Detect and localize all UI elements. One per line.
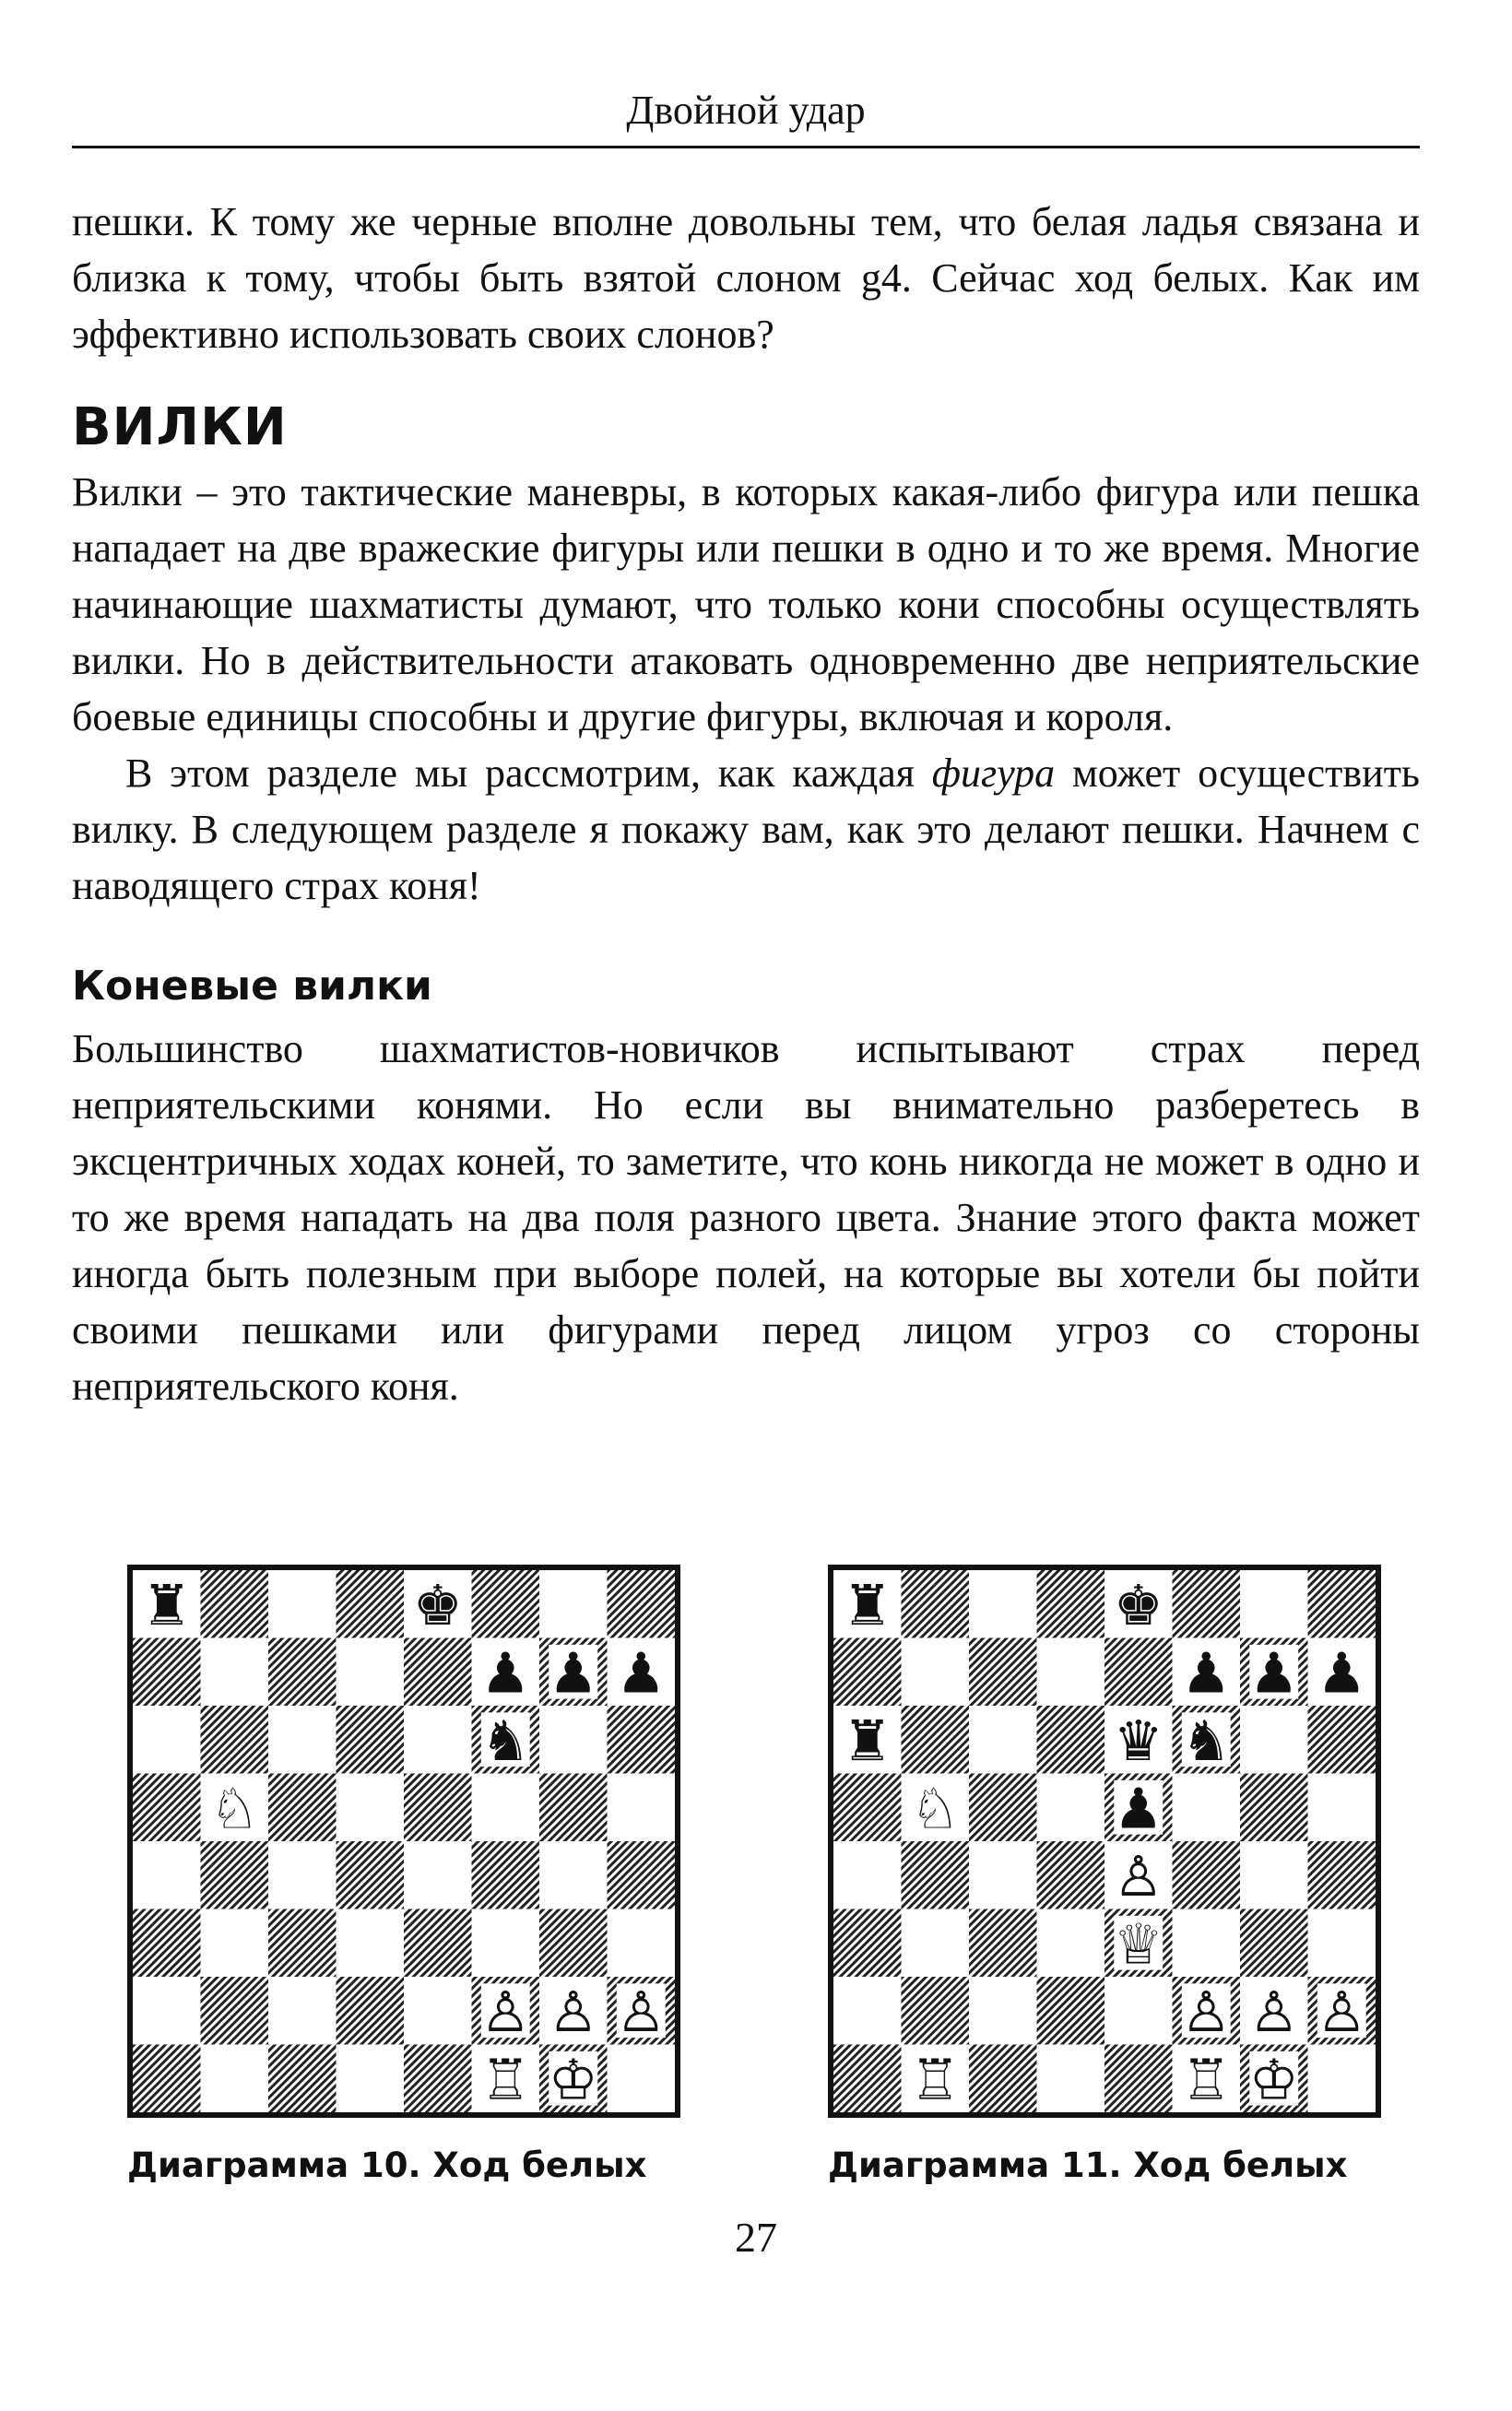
dark-square	[902, 1841, 970, 1909]
page-number: 27	[735, 2214, 777, 2261]
chess-piece-g2: ♙	[1248, 1980, 1299, 2045]
running-header-title: Двойной удар	[626, 88, 866, 133]
chess-piece-f7: ♟	[1181, 1641, 1232, 1707]
dark-square	[404, 1638, 472, 1707]
chess-piece-a8: ♜	[141, 1573, 192, 1638]
dark-square	[1037, 1977, 1105, 2045]
dark-square	[902, 1977, 970, 2045]
dark-square	[1173, 1570, 1241, 1638]
dark-square	[337, 1977, 405, 2045]
chess-piece-f1: ♖	[480, 2048, 531, 2113]
dark-square	[133, 1638, 201, 1707]
chess-piece-e8: ♚	[412, 1573, 463, 1638]
chess-piece-g7: ♟	[1248, 1641, 1299, 1707]
dark-square	[201, 1706, 269, 1774]
diagrams-row	[72, 1565, 1420, 2228]
dark-square	[1240, 1774, 1308, 1842]
dark-square	[268, 2045, 337, 2113]
section-title: ВИЛКИ	[72, 397, 288, 457]
chess-piece-h2: ♙	[1317, 1980, 1367, 2045]
dark-square	[1308, 1570, 1376, 1638]
chess-piece-g1: ♔	[548, 2048, 598, 2113]
p2-text-before: В этом разделе мы рассмотрим, как каждая	[125, 750, 932, 796]
dark-square	[133, 1909, 201, 1978]
dark-square	[201, 1977, 269, 2045]
chess-piece-e8: ♚	[1113, 1573, 1164, 1638]
chess-piece-a6: ♜	[842, 1708, 892, 1774]
dark-square	[1037, 1706, 1105, 1774]
dark-square	[969, 2045, 1037, 2113]
dark-square	[833, 2045, 902, 2113]
chessboard-10	[127, 1565, 680, 2118]
dark-square	[1104, 1638, 1173, 1707]
chess-piece-f6: ♞	[480, 1708, 531, 1774]
dark-square	[1037, 1570, 1105, 1638]
dark-square	[833, 1909, 902, 1978]
dark-square	[1240, 1909, 1308, 1978]
dark-square	[902, 1570, 970, 1638]
dark-square	[833, 1774, 902, 1842]
chess-piece-f7: ♟	[480, 1641, 531, 1707]
chess-piece-e6: ♛	[1113, 1708, 1164, 1774]
diagram-11	[828, 1565, 1390, 2185]
chess-piece-f2: ♙	[1181, 1980, 1232, 2045]
dark-square	[539, 1774, 608, 1842]
dark-square	[404, 1774, 472, 1842]
chessboard-11	[828, 1565, 1381, 2118]
intro-paragraph: пешки. К тому же черные вполне довольны тем, что белая ладья связана и близка к тому, чтобы быть взятой слоном g4. Сейчас ход белых. Как им эффективно использовать своих слонов?	[72, 199, 1420, 357]
chess-piece-h7: ♟	[616, 1641, 667, 1707]
dark-square	[268, 1638, 337, 1707]
section-paragraph-2	[72, 745, 1420, 914]
chess-piece-f1: ♖	[1181, 2048, 1232, 2113]
chess-piece-g2: ♙	[548, 1980, 598, 2045]
dark-square	[1037, 1841, 1105, 1909]
dark-square	[969, 1774, 1037, 1842]
dark-square	[268, 1909, 337, 1978]
dark-square	[833, 1638, 902, 1707]
subsection-paragraph: Большинство шахматистов-новичков испытывают страх перед неприятельскими конями. Но если вы внимательно разберетесь в эксцентричных ходах коней, то заметите, что конь никогда не может в одно и то же время нападать на два поля разного цвета. Знание этого факта может иногда быть полезным при выборе полей, на которые вы хотели бы пойти своими пешками или фигурами перед лицом угроз со стороны неприятельского коня.	[72, 1026, 1420, 1409]
dark-square	[1173, 1841, 1241, 1909]
chess-piece-e4: ♙	[1113, 1844, 1164, 1909]
dark-square	[337, 1706, 405, 1774]
dark-square	[1308, 1706, 1376, 1774]
section-paragraph-1: Вилки – это тактические маневры, в которых какая-либо фигура или пешка нападает на две вражеские фигуры или пешки в одно и то же время. Многие начинающие шахматисты думают, что только кони способны осуществлять вилки. Но в действительности атаковать одновременно две неприятельские боевые единицы способны и другие фигуры, включая и короля.	[72, 469, 1420, 739]
dark-square	[404, 1909, 472, 1978]
dark-square	[133, 1774, 201, 1842]
chess-piece-e5: ♟	[1113, 1777, 1164, 1842]
chess-piece-h2: ♙	[616, 1980, 667, 2045]
dark-square	[472, 1570, 540, 1638]
dark-square	[472, 1841, 540, 1909]
p2-italic-word: фигура	[931, 750, 1056, 796]
dark-square	[902, 1706, 970, 1774]
dark-square	[337, 1570, 405, 1638]
chess-piece-g7: ♟	[548, 1641, 598, 1707]
diagram-10	[127, 1565, 690, 2185]
chess-piece-g1: ♔	[1248, 2048, 1299, 2113]
dark-square	[969, 1909, 1037, 1978]
dark-square	[133, 2045, 201, 2113]
chess-piece-f2: ♙	[480, 1980, 531, 2045]
subsection-title: Коневые вилки	[72, 963, 432, 1010]
dark-square	[201, 1570, 269, 1638]
p2-text-after: может осуществить вилку. В следующем разделе я покажу вам, как это делают пешки. Начнем с наводящего страх коня!	[72, 750, 1420, 908]
diagram-11-caption: Диаграмма 11. Ход белых	[828, 2145, 1348, 2185]
dark-square	[1308, 1841, 1376, 1909]
running-header	[72, 79, 1420, 148]
dark-square	[608, 1841, 676, 1909]
diagram-10-caption: Диаграмма 10. Ход белых	[127, 2145, 647, 2185]
chess-piece-h7: ♟	[1317, 1641, 1367, 1707]
chess-piece-b5: ♘	[209, 1777, 260, 1842]
dark-square	[404, 2045, 472, 2113]
dark-square	[1104, 2045, 1173, 2113]
chess-piece-f6: ♞	[1181, 1708, 1232, 1774]
dark-square	[608, 1570, 676, 1638]
chess-piece-a8: ♜	[842, 1573, 892, 1638]
chess-piece-b1: ♖	[910, 2048, 961, 2113]
dark-square	[201, 1841, 269, 1909]
chess-piece-b5: ♘	[910, 1777, 961, 1842]
dark-square	[969, 1638, 1037, 1707]
page-body	[72, 194, 1420, 1414]
dark-square	[539, 1909, 608, 1978]
chess-piece-e3: ♕	[1113, 1912, 1164, 1978]
dark-square	[337, 1841, 405, 1909]
dark-square	[268, 1774, 337, 1842]
dark-square	[608, 1706, 676, 1774]
